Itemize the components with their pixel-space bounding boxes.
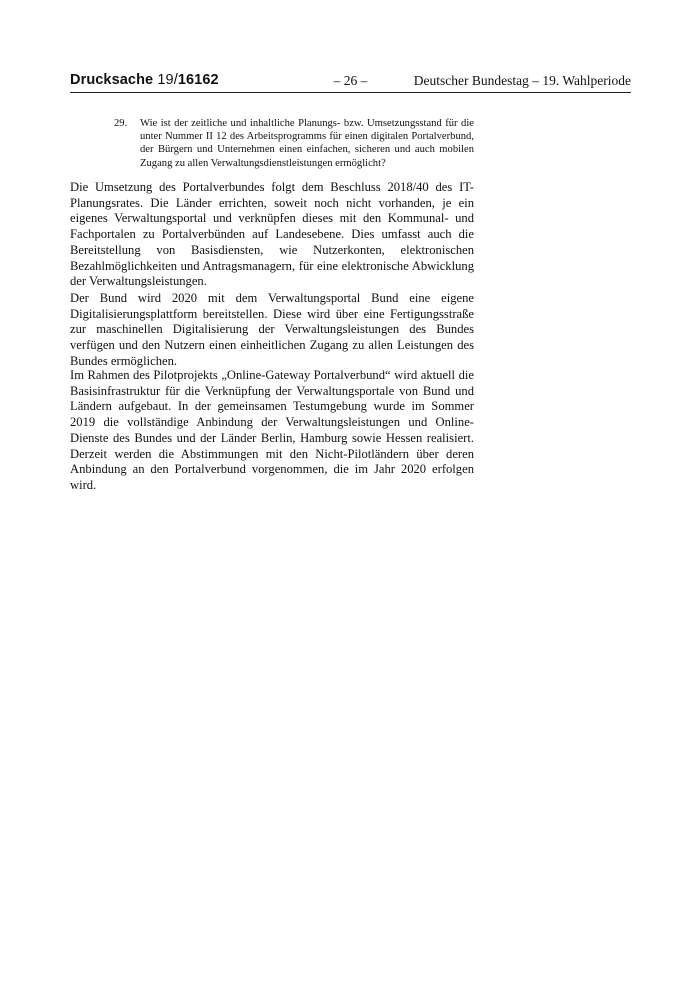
- page-number: – 26 –: [333, 73, 368, 88]
- answer-paragraph-3: Im Rahmen des Pilotprojekts „Online-Gateway Portalverbund“ wird aktuell die Basisinfrastruktur für die Verknüpfung der Verwaltungsportale von Bund und Ländern aufgebaut. In der gemeinsamen Testumgebung wurde im Sommer 2019 die vollständige Anbindung der Verwaltungsleistungen und Online-Dienste des Bundes und der Länder Berlin, Hamburg sowie Hessen realisiert. Derzeit werden die Abstimmungen mit den Nicht-Pilotländern über deren Anbindung an den Portalverbund vorgenommen, die im Jahr 2020 erfolgen wird.: [70, 368, 474, 492]
- answer-paragraph-2: Der Bund wird 2020 mit dem Verwaltungsportal Bund eine eigene Digitalisierungsplattform bereitstellen. Diese wird über eine Fertigungsstraße zur maschinellen Digitalisierung der Verwaltungsleistungen des Bundes verfügen und den Nutzern einen einheitlichen Zugang zu allen Leistungen des Bundes ermöglichen.: [70, 291, 474, 368]
- question-block: [114, 117, 474, 170]
- document-label: Drucksache: [70, 72, 154, 88]
- page-header: [70, 72, 631, 93]
- question-text: Wie ist der zeitliche und inhaltliche Planungs- bzw. Umsetzungsstand für die unter Nummer II 12 des Arbeitsprogramms für einen digitalen Portalverbund, der Bürgern und Unternehmen einen einfachen, sicheren und auch mobilen Zugang zu allen Verwaltungsdienstleistungen ermöglicht?: [140, 118, 474, 169]
- document-number-prefix: 19/: [157, 72, 178, 88]
- answer-paragraph-1: Die Umsetzung des Portalverbundes folgt dem Beschluss 2018/40 des IT-Planungsrates. Die Länder errichten, soweit noch nicht vorhanden, je ein eigenes Verwaltungsportal und verknüpfen dieses mit den Kommunal- und Fachportalen zu Portalverbünden auf Landesebene. Dies umfasst auch die Bereitstellung von Basisdiensten, wie Nutzerkonten, elektronischen Bezahlmöglichkeiten und Antragsmanagern, für eine elektronische Abwicklung der Verwaltungsleistungen.: [70, 180, 474, 289]
- document-number-suffix: 16162: [177, 72, 219, 88]
- publisher-label: Deutscher Bundestag – 19. Wahlperiode: [413, 73, 631, 88]
- question-number: 29.: [114, 118, 128, 129]
